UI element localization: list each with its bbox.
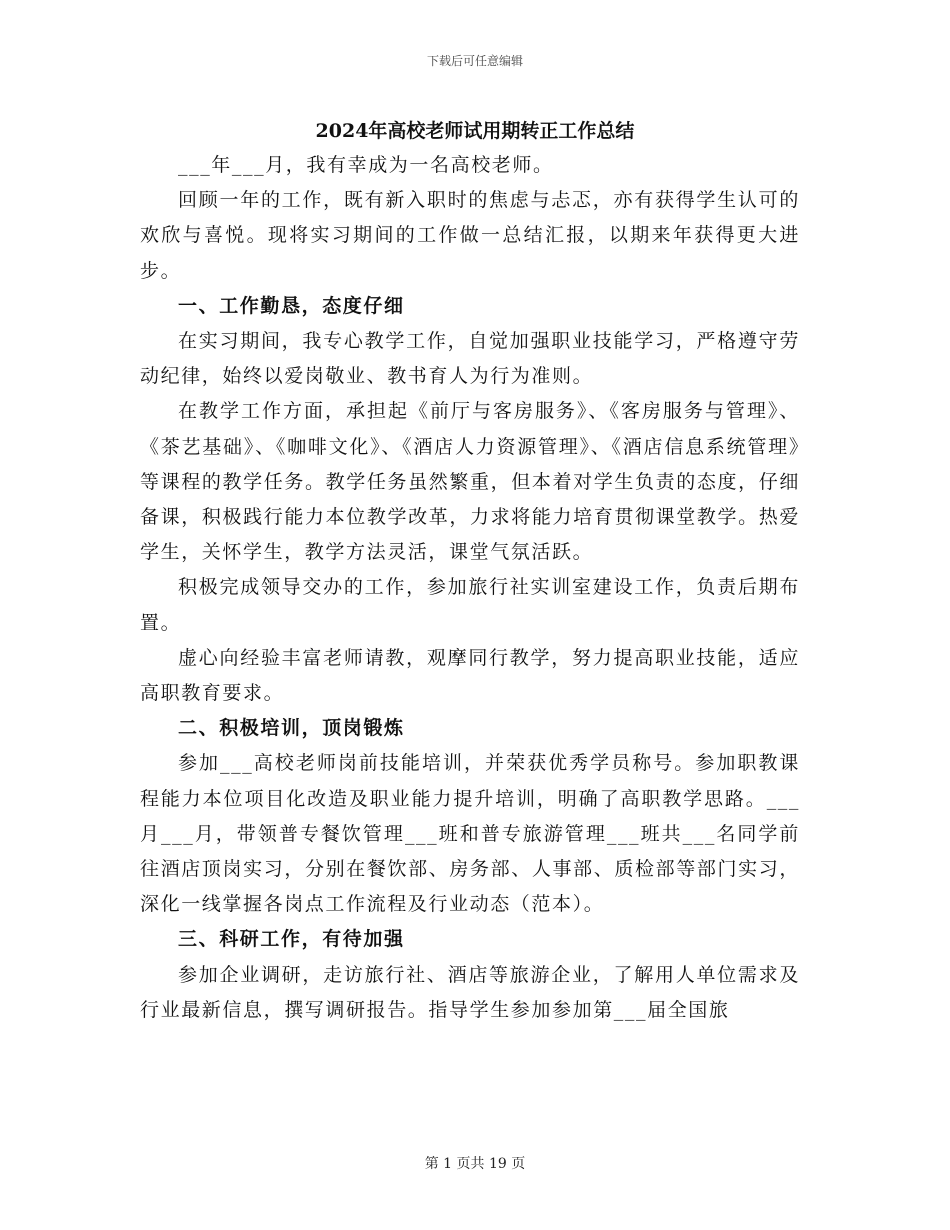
paragraph-leadership-tasks: 积极完成领导交办的工作，参加旅行社实训室建设工作，负责后期布置。 — [140, 576, 800, 634]
paragraph-training: 参加___高校老师岗前技能培训，并荣获优秀学员称号。参加职教课程能力本位项目化改造及职业能力提升培训，明确了高职教学思路。___月___月，带领普专餐饮管理___班和普专旅游管理___班共___名同学前往酒店顶岗实习，分别在餐饮部、房务部、人事部、质检部等部门实习，深化一线掌握各岗点工作流程及行业动态（范本）。 — [140, 752, 800, 916]
document-body — [140, 148, 800, 1028]
paragraph-teaching: 在教学工作方面，承担起《前厅与客房服务》、《客房服务与管理》、《茶艺基础》、《咖啡文化》、《酒店人力资源管理》、《酒店信息系统管理》等课程的教学任务。教学任务虽然繁重，但本着对学生负责的态度，仔细备课，积极践行能力本位教学改革，力求将能力培育贯彻课堂教学。热爱学生，关怀学生，教学方法灵活，课堂气氛活跃。 — [140, 400, 800, 564]
paragraph-discipline: 在实习期间，我专心教学工作，自觉加强职业技能学习，严格遵守劳动纪律，始终以爱岗敬业、教书育人为行为准则。 — [140, 330, 800, 388]
paragraph-review: 回顾一年的工作，既有新入职时的焦虑与忐忑，亦有获得学生认可的欢欣与喜悦。现将实习期间的工作做一总结汇报，以期来年获得更大进步。 — [140, 189, 800, 282]
header-note: 下载后可任意编辑 — [426, 54, 523, 68]
paragraph-research: 参加企业调研，走访旅行社、酒店等旅游企业，了解用人单位需求及行业最新信息，撰写调研报告。指导学生参加参加第___届全国旅 — [140, 963, 800, 1021]
section-heading-3: 三、科研工作，有待加强 — [178, 928, 405, 951]
section-heading-2: 二、积极培训，顶岗锻炼 — [178, 717, 405, 740]
paragraph-intro-date: ___年___月，我有幸成为一名高校老师。 — [178, 154, 554, 176]
section-heading-1: 一、工作勤恳，态度仔细 — [178, 294, 405, 317]
page-title: 2024年高校老师试用期转正工作总结 — [315, 120, 635, 142]
paragraph-learning: 虚心向经验丰富老师请教，观摩同行教学，努力提高职业技能，适应高职教育要求。 — [140, 646, 800, 705]
page-indicator: 第 1 页共 19 页 — [424, 1156, 526, 1172]
